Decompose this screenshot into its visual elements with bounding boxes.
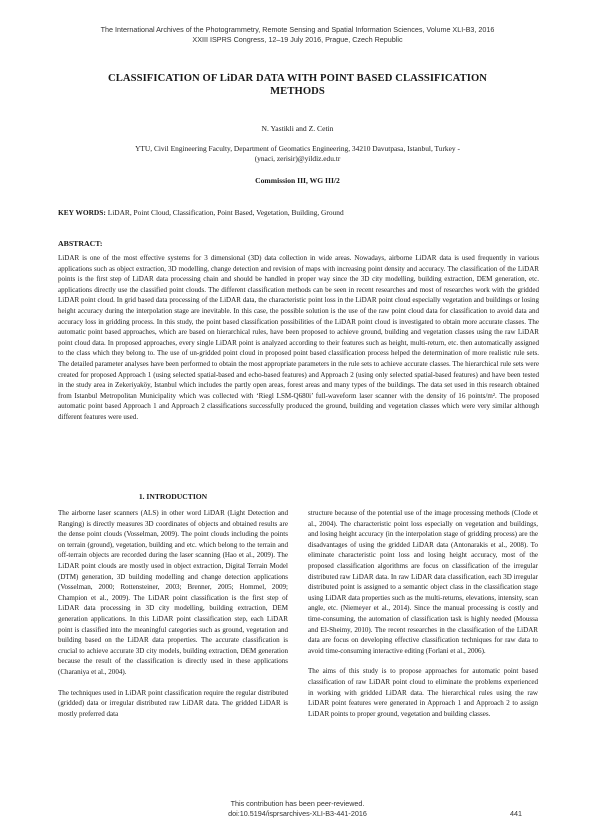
paper-title [60, 72, 535, 98]
peer-review-note: This contribution has been peer-reviewed. [230, 799, 365, 808]
right-column [308, 508, 538, 729]
page-footer [40, 799, 555, 819]
running-header [40, 25, 555, 45]
title-line-1: CLASSIFICATION OF LiDAR DATA WITH POINT BASED CLASSIFICATION [107, 73, 488, 84]
affiliation-line-1: YTU, Civil Engineering Faculty, Department of Geomatics Engineering, 34210 Davutpasa, Istanbul, Turkey - [135, 144, 460, 153]
header-line-2: XXIII ISPRS Congress, 12–19 July 2016, Prague, Czech Republic [192, 35, 403, 44]
keywords [58, 208, 538, 217]
abstract-heading: ABSTRACT: [58, 239, 103, 248]
left-column [58, 508, 288, 729]
keywords-text: LiDAR, Point Cloud, Classification, Point Based, Vegetation, Building, Ground [105, 208, 344, 217]
commission: Commission III, WG III/2 [255, 176, 340, 185]
header-line-1: The International Archives of the Photogrammetry, Remote Sensing and Spatial Information Sciences, Volume XLI-B3, 2016 [100, 25, 495, 34]
authors: N. Yastikli and Z. Cetin [261, 124, 334, 133]
affiliation [70, 144, 525, 164]
intro-paragraph-2: The techniques used in LiDAR point classification require the regular distributed (gridded) data or irregular distributed raw LiDAR data. The gridded LiDAR is mostly preferred data [58, 688, 288, 718]
abstract-text: LiDAR is one of the most effective systems for 3 dimensional (3D) data collection in wide areas. Nowadays, airborne LiDAR data is used frequently in various applications such as object extraction, 3D modelling, change detection and revision of maps with increasing point density and accuracy. The classification of the LiDAR points is the first step of LiDAR data processing chain and should be handled in proper way since the 3D city modelling, building extraction, DEM generation, etc. applications directly use the classified point clouds. The different classification methods can be seen in recent researches and most of researches work with the gridded LiDAR point cloud. In grid based data processing of the LiDAR data, the characteristic point loss in the LiDAR point cloud especially vegetation and buildings or losing height accuracy during the interpolation stage are inevitable. In this case, the possible solution is the use of the raw point cloud data for classification to avoid data and accuracy loss in gridding process. In this study, the point based classification possibilities of the LiDAR point cloud is investigated to obtain more accurate classes. The automatic point based approaches, which are based on hierarchical rules, have been proposed to achieve ground, building and vegetation classes using the raw LiDAR point cloud data. In proposed approaches, every single LiDAR point is analyzed according to their features such as height, multi-return, etc. then automatically assigned to the class which they belong to. The use of un-gridded point cloud in proposed point based classification process helped the determination of more realistic rule sets. The detailed parameter analyses have been performed to obtain the most appropriate parameters in the rule sets to achieve accurate classes. The hierarchical rule sets were created for proposed Approach 1 (using selected spatial-based and echo-based features) and Approach 2 (using only selected spatial-based features) and have been tested in the study area in Zekeriyaköy, Istanbul which includes the partly open areas, forest areas and many types of the buildings. The data set used in this research obtained from Istanbul Metropolitan Municipality which was collected with ‘Riegl LSM-Q680i’ full-waveform laser scanner with the density of 16 points/m². The proposed automatic point based Approach 1 and Approach 2 classifications successfully produced the ground, building and vegetation classes which were very similar although different features were used. [58, 254, 539, 421]
doi-link[interactable]: doi:10.5194/isprsarchives-XLI-B3-441-2016 [228, 809, 367, 818]
introduction-heading: 1. INTRODUCTION [138, 492, 208, 501]
keywords-label: KEY WORDS: [58, 208, 106, 217]
intro-paragraph-1: The airborne laser scanners (ALS) in other word LiDAR (Light Detection and Ranging) is directly measures 3D coordinates of objects and obtained results are the dense point clouds (Vosselman, 2009). The point clouds including the points on terrain (ground), vegetation, building and etc. which belong to the terrain and off-terrain objects are recorded during the laser scanning (Hao et al., 2009). The LiDAR point clouds are mostly used in object extraction, Digital Terrain Model (DTM) generation, 3D building modelling and change detection applications (Vosselman, 2000; Rottensteiner, 2003; Brenner, 2005; Hommel, 2009; Champion et al., 2009). The LiDAR point classification is the first step of LiDAR data processing in 3D city modelling, building extraction, DEM generation applications. In this LiDAR point classification step, each LiDAR point is classified into the meaningful categories such as ground, vegetation and building based on the LiDAR data properties. The accurate classification is crucial to achieve accurate 3D city models, building extraction, DEM generation because the result of the classification is directly used in these applications (Charaniya et al., 2004). [58, 509, 288, 676]
intro-paragraph-4: The aims of this study is to propose approaches for automatic point based classification of raw LiDAR point cloud to eliminate the problems experienced in working with gridded LiDAR data. The hierarchical rules using the raw LiDAR point features were generated in Approach 1 and Approach 2 to assign LiDAR points to proper ground, vegetation and building classes. [308, 667, 538, 718]
page-number: 441 [510, 809, 522, 818]
intro-paragraph-3: structure because of the potential use of the image processing methods (Clode et al., 2004). The characteristic point loss especially on vegetation and buildings, and losing height accuracy (in the interpolation stage of gridding process) are the disadvantages of using the gridded LiDAR data (Antonarakis et al., 2008). To eliminate characteristic point loss and losing height accuracy, most of the proposed classification algorithms are focus on classification of the irregular distributed raw LiDAR data. In raw LiDAR data classification, each 3D irregular distributed point is assigned to a semantic object class in the classification stage using LiDAR data properties such as the multi-returns, elevations, intensity, scan angle, etc. (Niemeyer et al., 2014). Since the manual processing is costly and time-consuming, the automation of classification task is highly needed (Moussa and El-Sheimy, 2010). The recent researches in the classification of the LiDAR data are focus on developing effective classification techniques for raw data to avoid time-consuming interactive editing (Forlani et al., 2006). [308, 509, 538, 655]
title-line-2: METHODS [270, 86, 325, 97]
affiliation-line-2: (ynaci, zerisir)@yildiz.edu.tr [254, 154, 341, 163]
